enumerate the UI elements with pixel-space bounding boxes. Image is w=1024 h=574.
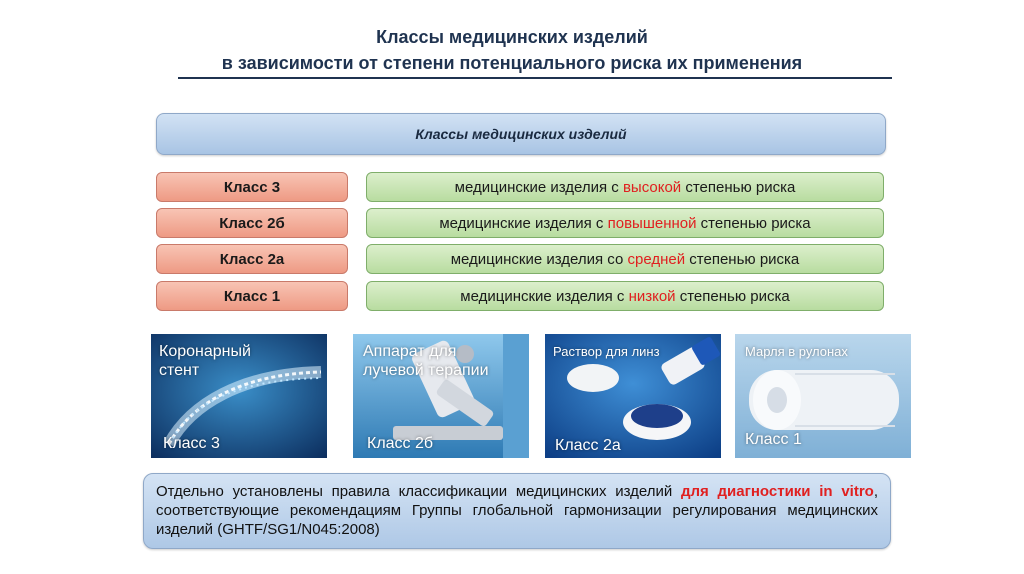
title-divider	[178, 77, 892, 79]
classes-header: Классы медицинских изделий	[156, 113, 886, 155]
class-box-1: Класс 1	[156, 281, 348, 311]
desc-highlight: средней	[627, 250, 686, 268]
desc-prefix: медицинские изделия с	[454, 178, 623, 196]
photo-caption: Марля в рулонах	[745, 344, 848, 359]
desc-prefix: медицинские изделия со	[450, 250, 628, 268]
desc-highlight: повышенной	[607, 214, 697, 232]
desc-highlight: высокой	[622, 178, 682, 196]
title-line-2: в зависимости от степени потенциального риска их применения	[221, 53, 803, 73]
photo-lens-solution	[545, 334, 721, 458]
photo-class-label: Класс 1	[745, 431, 802, 448]
desc-suffix: степенью риска	[685, 250, 800, 268]
photo-caption: Раствор для линз	[553, 344, 660, 359]
photo-caption: Аппарат для лучевой терапии	[363, 343, 489, 379]
page-title	[0, 24, 1024, 76]
desc-highlight: низкой	[628, 287, 676, 305]
note-prefix: Отдельно установлены правила классификации медицинских изделий	[156, 483, 681, 500]
class-desc-3	[366, 172, 884, 202]
note-suffix: , соответствующие рекомендациям Группы глобальной гармонизации регулирования медицинских изделий (GHTF/SG1/N045:2008)	[156, 483, 878, 538]
desc-suffix: степенью риска	[696, 214, 811, 232]
photo-class-label: Класс 2а	[555, 437, 621, 454]
desc-suffix: степенью риска	[681, 178, 796, 196]
desc-suffix: степенью риска	[675, 287, 790, 305]
class-box-3: Класс 3	[156, 172, 348, 202]
desc-prefix: медицинские изделия с	[460, 287, 629, 305]
photo-gauze-rolls	[735, 334, 911, 458]
photo-radiotherapy-apparatus	[353, 334, 529, 458]
class-box-2b: Класс 2б	[156, 208, 348, 238]
class-box-2a: Класс 2а	[156, 244, 348, 274]
photo-class-label: Класс 3	[163, 435, 220, 452]
in-vitro-note	[143, 473, 891, 549]
photo-class-label: Класс 2б	[367, 435, 434, 452]
desc-prefix: медицинские изделия с	[439, 214, 608, 232]
photo-coronary-stent	[151, 334, 327, 458]
photo-caption: Коронарный стент	[159, 343, 251, 379]
class-desc-2b	[366, 208, 884, 238]
class-desc-1	[366, 281, 884, 311]
title-line-1: Классы медицинских изделий	[376, 27, 648, 47]
note-highlight: для диагностики in vitro	[680, 483, 874, 500]
class-desc-2a	[366, 244, 884, 274]
